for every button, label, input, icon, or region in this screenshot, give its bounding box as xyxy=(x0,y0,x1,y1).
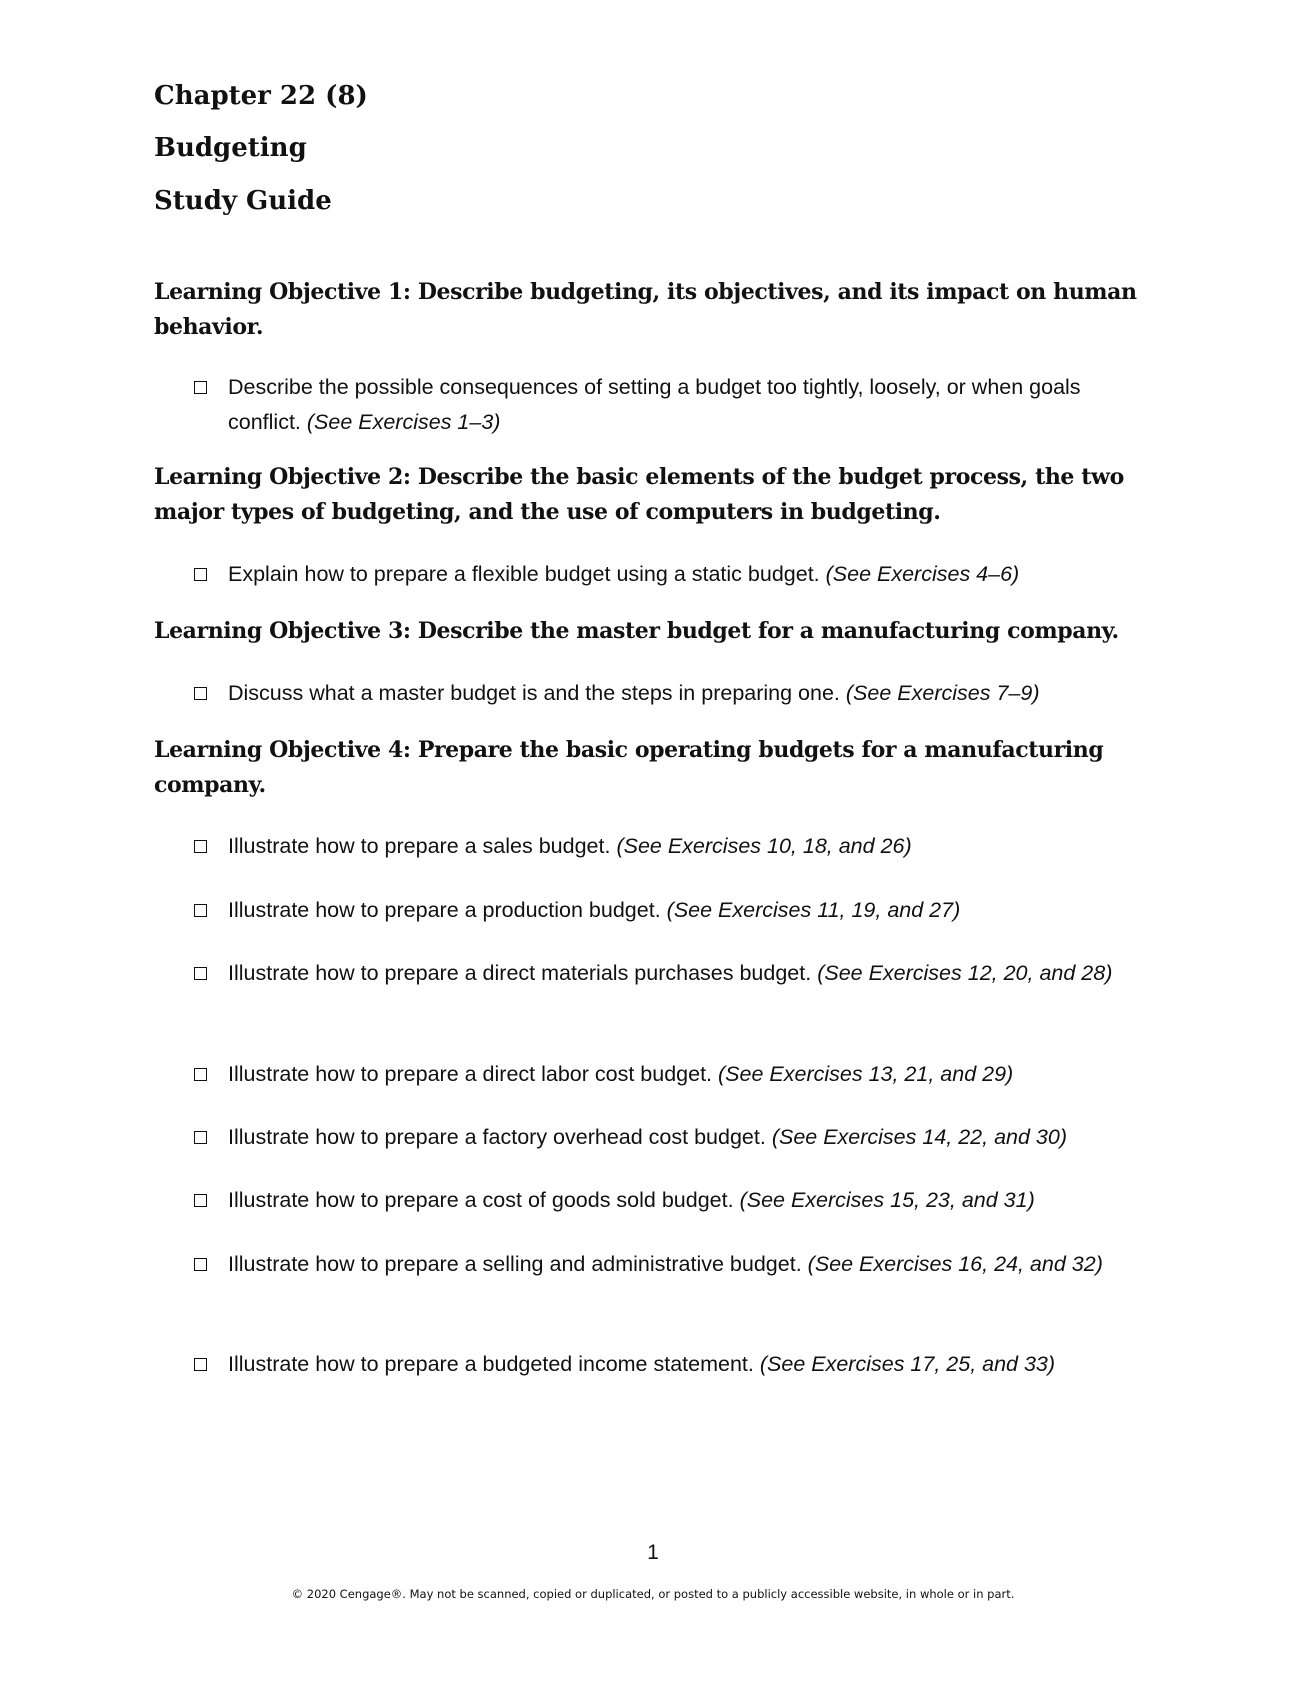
checkbox-icon[interactable] xyxy=(194,1258,207,1271)
objective-4-item-2 xyxy=(194,893,1154,928)
item-text: Illustrate how to prepare a direct materials purchases budget. xyxy=(228,961,812,985)
objective-4-item-3 xyxy=(194,956,1154,991)
item-text: Illustrate how to prepare a sales budget. xyxy=(228,834,611,858)
copyright-notice: © 2020 Cengage®. May not be scanned, copied or duplicated, or posted to a publicly accessible website, in whole or in part. xyxy=(291,1587,1015,1601)
item-text: Illustrate how to prepare a budgeted income statement. xyxy=(228,1352,754,1376)
objective-2-item-1 xyxy=(194,557,1154,592)
objective-4-item-1 xyxy=(194,829,1154,864)
objective-3-item-1 xyxy=(194,676,1154,711)
objective-4-item-8 xyxy=(194,1347,1154,1382)
checkbox-icon[interactable] xyxy=(194,687,207,700)
doc-type-heading: Study Guide xyxy=(154,186,332,216)
exercise-reference: (See Exercises 15, 23, and 31) xyxy=(739,1188,1035,1212)
checkbox-icon[interactable] xyxy=(194,1358,207,1371)
objective-4-item-4 xyxy=(194,1057,1154,1092)
checkbox-icon[interactable] xyxy=(194,840,207,853)
chapter-heading: Chapter 22 (8) xyxy=(154,81,368,111)
checkbox-icon[interactable] xyxy=(194,967,207,980)
item-text: Illustrate how to prepare a selling and administrative budget. xyxy=(228,1252,802,1276)
objective-3-title: Learning Objective 3: Describe the master budget for a manufacturing company. xyxy=(154,618,1119,644)
item-text: Describe the possible consequences of setting a budget too tightly, loosely, or when goals conflict. xyxy=(228,375,1081,434)
exercise-reference: (See Exercises 16, 24, and 32) xyxy=(807,1252,1103,1276)
exercise-reference: (See Exercises 10, 18, and 26) xyxy=(616,834,912,858)
exercise-reference: (See Exercises 4–6) xyxy=(825,562,1020,586)
checkbox-icon[interactable] xyxy=(194,904,207,917)
checkbox-icon[interactable] xyxy=(194,568,207,581)
item-text: Illustrate how to prepare a direct labor cost budget. xyxy=(228,1062,713,1086)
checkbox-icon[interactable] xyxy=(194,1131,207,1144)
checkbox-icon[interactable] xyxy=(194,1194,207,1207)
objective-1-title: Learning Objective 1: Describe budgeting, its objectives, and its impact on human behavior. xyxy=(154,279,1137,340)
exercise-reference: (See Exercises 13, 21, and 29) xyxy=(718,1062,1014,1086)
exercise-reference: (See Exercises 11, 19, and 27) xyxy=(666,898,961,922)
objective-4-item-6 xyxy=(194,1183,1154,1218)
objective-4-title: Learning Objective 4: Prepare the basic operating budgets for a manufacturing company. xyxy=(154,737,1104,798)
checkbox-icon[interactable] xyxy=(194,1068,207,1081)
item-text: Discuss what a master budget is and the steps in preparing one. xyxy=(228,681,840,705)
objective-1-item-1 xyxy=(194,370,1154,440)
item-text: Explain how to prepare a flexible budget using a static budget. xyxy=(228,562,820,586)
exercise-reference: (See Exercises 7–9) xyxy=(845,681,1040,705)
exercise-reference: (See Exercises 1–3) xyxy=(306,410,501,434)
item-text: Illustrate how to prepare a production budget. xyxy=(228,898,661,922)
item-text: Illustrate how to prepare a cost of goods sold budget. xyxy=(228,1188,734,1212)
exercise-reference: (See Exercises 12, 20, and 28) xyxy=(817,961,1113,985)
objective-2-title: Learning Objective 2: Describe the basic elements of the budget process, the two major types of budgeting, and the use of computers in budgeting. xyxy=(154,464,1124,525)
objective-4-item-7 xyxy=(194,1247,1154,1282)
checkbox-icon[interactable] xyxy=(194,381,207,394)
exercise-reference: (See Exercises 17, 25, and 33) xyxy=(759,1352,1056,1376)
objective-4-item-5 xyxy=(194,1120,1154,1155)
item-text: Illustrate how to prepare a factory overhead cost budget. xyxy=(228,1125,766,1149)
exercise-reference: (See Exercises 14, 22, and 30) xyxy=(771,1125,1068,1149)
topic-heading: Budgeting xyxy=(154,133,307,163)
page-number: 1 xyxy=(647,1541,659,1564)
